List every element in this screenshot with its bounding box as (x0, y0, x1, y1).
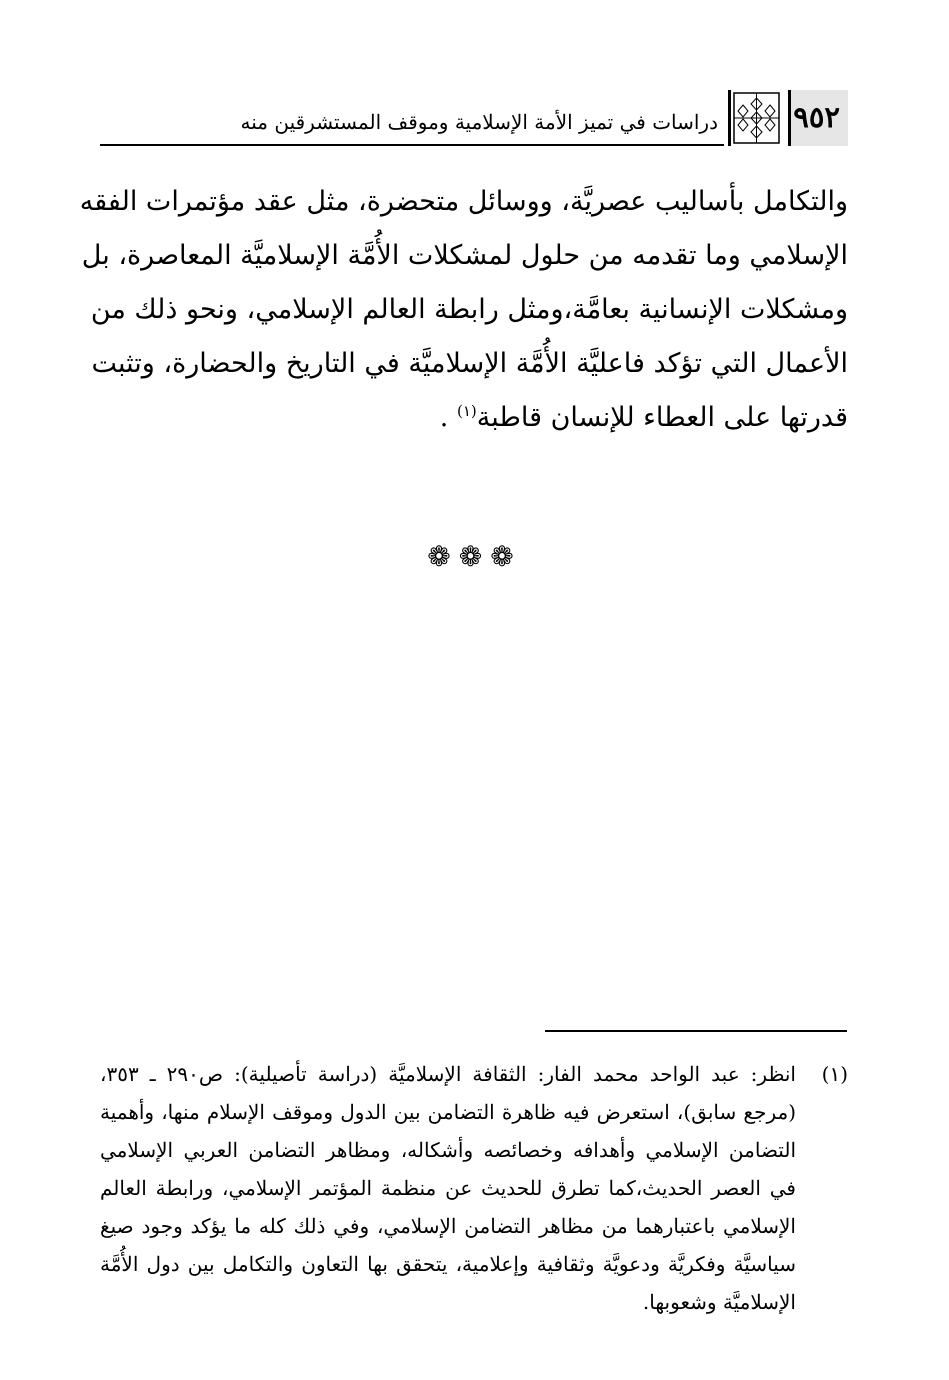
page-number: ٩٥٢ (793, 100, 840, 134)
body-line-last (100, 391, 848, 445)
body-line: الإسلامي وما تقدمه من حلول لمشكلات الأُمَّة الإسلاميَّة المعاصرة، بل (81, 240, 848, 271)
body-line: الأعمال التي تؤكد فاعليَّة الأُمَّة الإسلاميَّة في التاريخ والحضارة، وتثبت (91, 348, 848, 379)
body-line: ومشكلات الإنسانية بعامَّة،ومثل رابطة العالم الإسلامي، ونحو ذلك من (90, 294, 848, 325)
footnote-line: الإسلاميَّة وشعوبها. (642, 1290, 796, 1314)
footnote-line: التضامن الإسلامي وأهدافه وخصائصه وأشكاله، ومظاهر التضامن العربي الإسلامي (100, 1138, 796, 1162)
page-number-box (788, 90, 848, 146)
body-line: والتكامل بأساليب عصريَّة، ووسائل متحضرة، مثل عقد مؤتمرات الفقه (79, 186, 848, 217)
footnote-line: في العصر الحديث،كما تطرق للحديث عن منظمة المؤتمر الإسلامي، ورابطة العالم (100, 1176, 796, 1200)
body-paragraph (79, 175, 848, 445)
footnote-item (100, 1055, 848, 1321)
footnote-line: الإسلامي باعتبارهما من مظاهر التضامن الإسلامي، وفي ذلك كله ما يؤكد وجود صيغ (100, 1214, 796, 1238)
footnote-text (100, 1055, 796, 1321)
footnote-line: (مرجع سابق)، استعرض فيه ظاهرة التضامن بين الدول وموقف الإسلام منها، وأهمية (100, 1100, 796, 1124)
footnote-line: سياسيَّة وفكريَّة ودعويَّة وثقافية وإعلامية، يتحقق بها التعاون والتكامل بين دول الأُمَّة (100, 1252, 796, 1276)
footnote-reference[interactable]: (١) (456, 402, 477, 420)
running-header (100, 90, 848, 146)
geometric-ornament-icon (728, 90, 782, 146)
section-separator-icon: ❁❁❁ (427, 540, 522, 573)
body-line-text: قدرتها على العطاء للإنسان قاطبة (476, 402, 848, 433)
footnote-line: انظر: عبد الواحد محمد الفار: الثقافة الإسلاميَّة (دراسة تأصيلية): ص٢٩٠ ـ ٣٥٣، (100, 1062, 796, 1086)
footnote-marker: (١) (821, 1062, 848, 1086)
running-title: دراسات في تميز الأمة الإسلامية وموقف المستشرقين منه (240, 110, 718, 134)
header-rule (100, 144, 724, 146)
footnotes (100, 1055, 848, 1321)
end-punctuation: . (439, 402, 449, 433)
footnote-rule (545, 1030, 847, 1032)
